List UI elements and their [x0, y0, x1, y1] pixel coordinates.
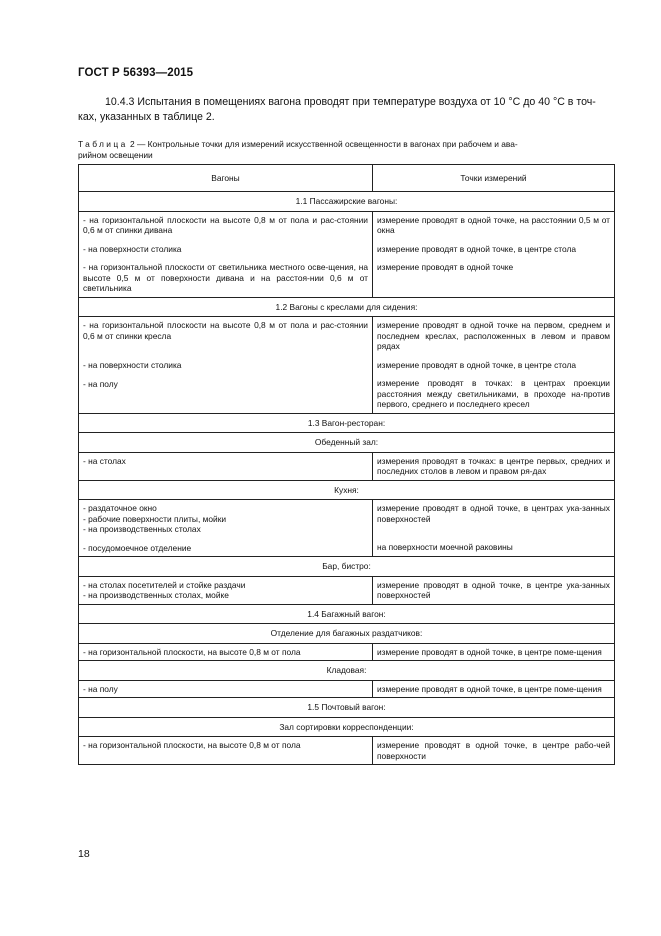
cell-wagon — [79, 576, 373, 604]
item-text: - на столах посетителей и стойке раздачи — [83, 579, 246, 590]
intro-line-1: 10.4.3 Испытания в помещениях вагона проводят при температуре воздуха от 10 °С до 40 °С в точ- — [105, 96, 596, 108]
section-1-5: 1.5 Почтовый вагон: — [79, 698, 615, 718]
item-text: - на горизонтальной плоскости на высоте 0,8 м от пола и рас-стоянии 0,6 м от спинки дивана — [83, 214, 368, 235]
table-row — [79, 317, 615, 414]
caption-text: — Контрольные точки для измерений искусственной освещенности в вагонах при рабочем и ава- — [134, 139, 518, 149]
cell-points — [373, 211, 615, 297]
section-row — [79, 624, 615, 644]
item-text: - на производственных столах — [83, 524, 201, 534]
item-text: измерение проводят в одной точке на первом, среднем и последнем креслах, расположенных в левом и правом рядах — [377, 320, 610, 351]
section-row — [79, 297, 615, 317]
subsection-sorting: Зал сортировки корреспонденции: — [79, 717, 615, 737]
cell-points — [373, 500, 615, 557]
table-row — [79, 737, 615, 765]
item-text: - на поверхности столика — [83, 243, 182, 254]
item-text: на поверхности моечной раковины — [377, 542, 513, 552]
section-row — [79, 480, 615, 500]
col-header-points: Точки измерений — [373, 165, 615, 192]
caption-text-2: рийном освещении — [78, 149, 153, 160]
item-text: - посудомоечное отделение — [83, 542, 192, 553]
subsection-baggage: Отделение для багажных раздатчиков: — [79, 624, 615, 644]
item-text: измерение проводят в одной точке, в центре стола — [377, 359, 577, 370]
table-row — [79, 452, 615, 480]
section-row — [79, 698, 615, 718]
item-text: - рабочие поверхности плиты, мойки — [83, 513, 227, 524]
cell-wagon — [79, 211, 373, 297]
section-row — [79, 192, 615, 212]
cell-points — [373, 317, 615, 414]
table-row — [79, 680, 615, 698]
intro-line-2: ках, указанных в таблице 2. — [78, 111, 215, 123]
subsection-storage: Кладовая: — [79, 661, 615, 681]
col-header-wagons: Вагоны — [79, 165, 373, 192]
item-text: - раздаточное окно — [83, 503, 157, 513]
cell-wagon — [79, 500, 373, 557]
item-text: измерение проводят в одной точке — [377, 262, 514, 272]
table-row — [79, 211, 615, 297]
section-row — [79, 661, 615, 681]
item-text: - на горизонтальной плоскости от светильника местного осве-щения, на высоте 0,5 м от поверхности дивана и на расстоя-нии 0,6 м от светильника — [83, 262, 368, 293]
section-row — [79, 717, 615, 737]
item-text: измерение проводят в одной точке, в центрах ука-занных поверхностей — [377, 503, 610, 524]
subsection-bar: Бар, бистро: — [79, 557, 615, 577]
subsection-dining: Обеденный зал: — [79, 433, 615, 453]
table-header-row — [79, 165, 615, 192]
subsection-kitchen: Кухня: — [79, 480, 615, 500]
cell-points: измерение проводят в одной точке, в центре рабо-чей поверхности — [373, 737, 615, 765]
document-header: ГОСТ Р 56393—2015 — [78, 67, 194, 79]
table-row — [79, 500, 615, 557]
table-row — [79, 643, 615, 661]
item-text: - на производственных столах, мойке — [83, 590, 229, 600]
caption-number: 2 — [129, 139, 135, 149]
cell-points: измерение проводят в одной точке, в центре поме-щения — [373, 643, 615, 661]
item-text: - на горизонтальной плоскости на высоте 0,8 м от пола и рас-стоянии 0,6 м от спинки кресла — [83, 320, 368, 341]
cell-wagon: - на полу — [79, 680, 373, 698]
measurement-table — [78, 164, 615, 765]
cell-wagon: - на горизонтальной плоскости, на высоте 0,8 м от пола — [79, 643, 373, 661]
page-number: 18 — [78, 848, 90, 860]
section-row — [79, 433, 615, 453]
cell-points: измерение проводят в одной точке, в центре поме-щения — [373, 680, 615, 698]
cell-wagon — [79, 317, 373, 414]
section-1-4: 1.4 Багажный вагон: — [79, 604, 615, 624]
item-text: измерение проводят в одной точке, в центре стола — [377, 243, 577, 254]
cell-wagon: - на столах — [79, 452, 373, 480]
table-caption — [78, 139, 613, 160]
item-text: измерение проводят в одной точке, на расстоянии 0,5 м от окна — [377, 214, 610, 235]
table-row — [79, 576, 615, 604]
section-row — [79, 604, 615, 624]
item-text: - на поверхности столика — [83, 360, 182, 370]
caption-label: Таблица — [78, 139, 128, 149]
cell-points: измерение проводят в одной точке, в центре ука-занных поверхностей — [373, 576, 615, 604]
section-1-3: 1.3 Вагон-ресторан: — [79, 413, 615, 433]
item-text: измерение проводят в точках: в центрах проекции расстояния между светильниками, в проходе на-против первого, среднего и последнего кресел — [377, 378, 610, 409]
section-row — [79, 557, 615, 577]
section-1-2: 1.2 Вагоны с креслами для сидения: — [79, 297, 615, 317]
cell-wagon: - на горизонтальной плоскости, на высоте 0,8 м от пола — [79, 737, 373, 765]
intro-paragraph — [78, 95, 613, 125]
section-row — [79, 413, 615, 433]
item-text: - на полу — [83, 378, 118, 389]
section-1-1: 1.1 Пассажирские вагоны: — [79, 192, 615, 212]
cell-points: измерения проводят в точках: в центре первых, средних и последних столов в левом и правом ря-дах — [373, 452, 615, 480]
